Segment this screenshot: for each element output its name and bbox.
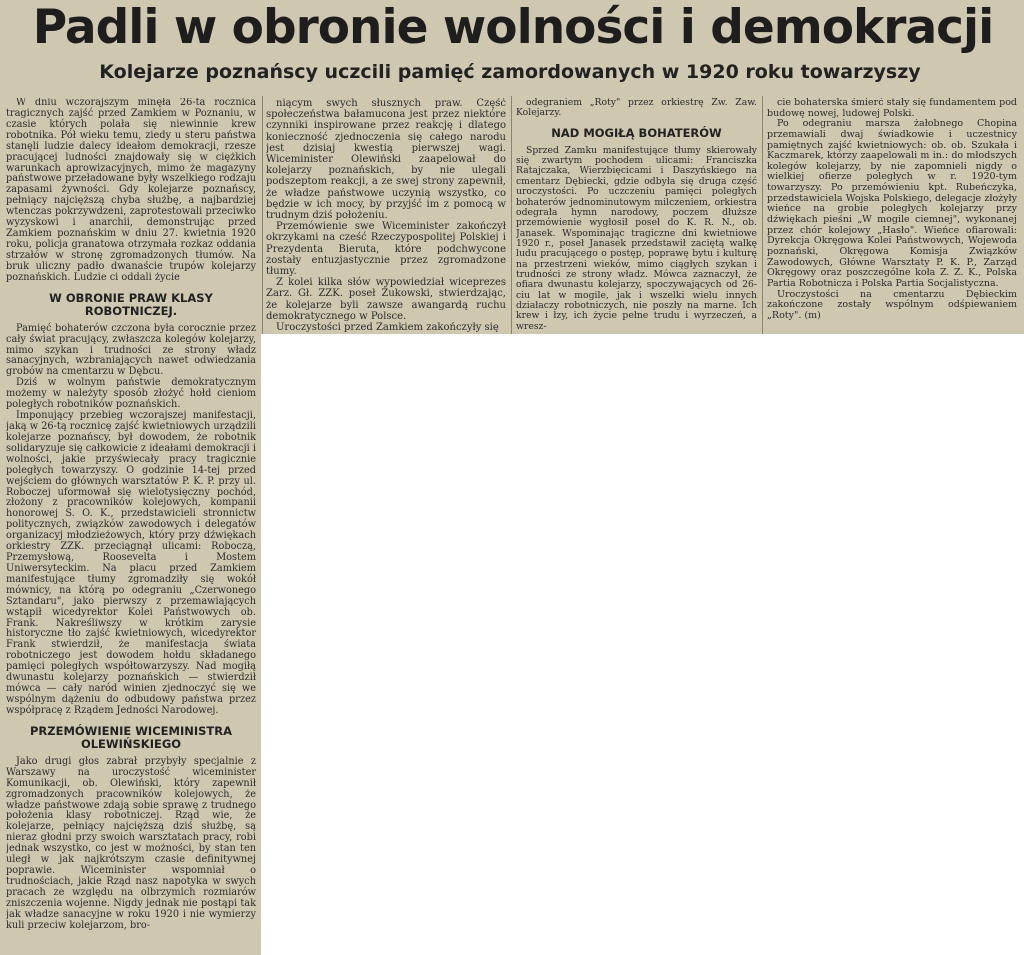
article-paragraph: Z kolei kilka słów wypowiedział wiceprezes Zarz. Gł. ZZK. poseł Żukowski, stwierdzając, że kolejarze byli zawsze awangardą ruchu demokratycznego w Polsce. — [266, 277, 506, 322]
article-paragraph: Uroczystości przed Zamkiem zakończyły się — [276, 322, 499, 332]
section-heading: PRZEMÓWIENIE WICEMINISTRA OLEWIŃSKIEGO — [29, 723, 233, 751]
column-rule — [262, 96, 263, 334]
article-paragraph: Imponujący przebieg wczorajszej manifestacji, jaką w 26-tą rocznicę zajść kwietniowych urządzili kolejarze poznańscy, był dowodem, że robotnik solidaryzuje się całkowicie z ideałami demokracji i wolności, jakie przyświecały pracy tragicznie poległych towarzyszy. O godzinie 14-tej przed wejściem do głównych warsztatów P. K. P. przy ul. Roboczej uformował się wielotysięczny pochód, złożony z pracowników kolejowych, kompanii honorowej S. O. K., przedstawicieli stronnictw politycznych, związków zawodowych i delegatów organizacyj młodzieżowych, który przy dźwiękach orkiestry ZZK. przeciągnął ulicami: Roboczą, Przemysłową, Roosevelta i Mostem Uniwersyteckim. Na placu przed Zamkiem manifestujące tłumy zgromadziły się wokół mównicy, na którą po odegraniu „Czerwonego Sztandaru", jako pierwszy z przemawiających wstąpił wicedyrektor Kolei Państwowych ob. Frank. Nakreśliwszy w krótkim zarysie historyczne tło zajść kwietniowych, wicedyrektor Frank stwierdził, że manifestacja świata robotniczego jest dowodem hołdu składanego pamięci poległych współtowarzyszy. Nad mogiłą dwunastu kolejarzy poznańskich — stwierdził mówca — cały naród winien zjednoczyć się we wspólnym dążeniu do odbudowy państwa przez współpracę z Rządem Jedności Narodowej. — [6, 410, 256, 716]
article-paragraph: Uroczystości na cmentarzu Dębieckim zakończone zostały wspólnym odśpiewaniem „Roty". (m) — [767, 288, 1017, 321]
column-2 — [266, 98, 506, 332]
headline: Padli w obronie wolności i demokracji — [32, 0, 994, 55]
section-heading: NAD MOGIŁĄ BOHATERÓW — [551, 125, 722, 140]
article-paragraph: odegraniem „Roty" przez orkiestrę Zw. Zaw. Kolejarzy. — [516, 98, 757, 119]
section-heading: W OBRONIE PRAW KLASY ROBOTNICZEJ. — [49, 290, 213, 318]
column-3 — [516, 98, 757, 332]
article-paragraph: Jako drugi głos zabrał przybyły specjalnie z Warszawy na uroczystość wiceminister Komunikacji, ob. Olewiński, który zapewnił zgromadzonych pracowników kolejowych, że władze państwowe zdają sobie sprawę z trudnego położenia klasy robotniczej. Rząd wie, że kolejarze, pełniący najcięższą dziś służbę, są nieraz głodni przy swoich warsztatach pracy, robi jednak wszystko, co jest w możności, by stan ten uległ w jak najkrótszym czasie definitywnej poprawie. Wiceminister wspomniał o trudnościach, jakie Rząd nasz napotyka w swych pracach ze względu na olbrzymich rozmiarów zniszczenia wojenne. Nigdy jednak nie postąpi tak jak władze sanacyjne w roku 1920 i nie wymierzy kuli przeciw kolejarzom, bro- — [6, 755, 256, 931]
subheadline: Kolejarze poznańscy uczcili pamięć zamordowanych w 1920 roku towarzyszy — [99, 61, 921, 83]
article-paragraph: Pamięć bohaterów czczona była corocznie przez cały świat pracujący, zwłaszcza kolegów kolejarzy, mimo szykan i trudności ze strony władz sanacyjnych, wzbraniających nawet odwiedzania grobów na cmentarzu w Dębcu. — [6, 322, 256, 378]
column-4 — [767, 98, 1017, 332]
column-rule — [511, 96, 512, 334]
column-1 — [6, 98, 256, 952]
article-paragraph: Dziś w wolnym państwie demokratycznym możemy w należyty sposób złożyć hołd cieniom poległych robotników poznańskich. — [6, 377, 256, 411]
article-paragraph: Po odegraniu marsza żałobnego Chopina przemawiali dwaj świadkowie i uczestnicy pamiętnych zajść kwietniowych: ob. ob. Szukała i Kaczmarek, którzy zaapelowali m in.: do młodszych kolegów kolejarzy, by nie zapomnieli nigdy o wielkiej ofierze poległych w r. 1920-tym towarzyszy. Po przemówieniu kpt. Rubeńczyka, przedstawiciela Wojska Polskiego, delegacje złożyły wieńce na grobie poległych kolejarzy przy dźwiękach pieśni „W mogile ciemnej", wykonanej przez chór kolejowy „Hasło". Wieńce ofiarowali: Dyrekcja Okręgowa Kolei Państwowych, Wojewoda poznański, Okręgowa Komisja Związków Zawodowych, Główne Warsztaty P. K. P., Zarząd Okręgowy oraz poszczególne koła Z. Z. K., Polska Partia Robotnicza i Polska Partia Socjalistyczna. — [767, 118, 1017, 289]
article-paragraph: Sprzed Zamku manifestujące tłumy skierowały się zwartym pochodem ulicami: Franciszka Ratajczaka, Wierzbięcicami i Daszyńskiego na cmentarz Dębiecki, gdzie odbyła się druga część uroczystości. Po uczczeniu pamięci poległych bohaterów jednominutowym milczeniem, orkiestra odegrała hymn narodowy, poczem dłuższe przemówienie wygłosił poseł do K. R. N., ob. Janasek. Wspominając tragiczne dni kwietniowe 1920 r., poseł Janasek przedstawił zaciętą walkę ludu pracującego o postęp, poprawę bytu i kulturę na przestrzeni wieków, mimo ciągłych szykan i trudności ze strony władz. Mówca zaznaczył, że ofiara dwunastu kolejarzy, spoczywających od 26-ciu lat w mogile, jak i wszelki wielu innych działaczy robotniczych, nie poszły na marne. Ich krew i łzy, ich życie pełne trudu i wyrzeczeń, a wresz- — [516, 144, 757, 332]
column-rule — [762, 96, 763, 334]
article-paragraph: cie bohaterska śmierć stały się fundamentem pod budowę nowej, ludowej Polski. — [767, 98, 1017, 119]
article-paragraph: W dniu wczorajszym minęła 26-ta rocznica tragicznych zajść przed Zamkiem w Poznaniu, w czasie których polała się niewinnie krew robotnika. Pół wieku temu, ziedy u steru państwa stanęli ludzie dalecy ideałom demokracji, rzesze pracującej ludności znajdowały się w ciężkich warunkach aprowizacyjnych, mimo że magazyny państwowe przeładowane były wszelkiego rodzaju zapasami żywności. Gdy kolejarze poznańscy, pełniący najcięższą chyba służbę, a najbardziej wtenczas pokrzywdzeni, zaprotestowali przeciwko wyzyskowi i anarchii, demonstrując przed Zamkiem poznańskim w dniu 27. kwietnia 1920 roku, policja granatowa otrzymała rozkaz oddania strzałów w stronę zgromadzonych tłumów. Na bruk uliczny padło dwanaście trupów kolejarzy poznańskich. Ludzie ci oddali życie — [6, 98, 256, 283]
article-paragraph: niącym swych słusznych praw. Część społeczeństwa bałamucona jest przez niektóre czynniki inspirowane przez reakcję i dlatego konieczność zjednoczenia się całego narodu jest dzisiaj kwestią pierwszej wagi. Wiceminister Olewiński zaapelował do kolejarzy poznańskich, by nie ulegali podszeptom reakcji, a ze swej strony zapewnił, że władze państwowe uczynią wszystko, co będzie w ich mocy, by przyjść im z pomocą w trudnym dziś położeniu. — [266, 98, 506, 222]
article-paragraph: Przemówienie swe Wiceminister zakończył okrzykami na cześć Rzeczypospolitej Polskiej i Prezydenta Bieruta, które podchwycone zostały entuzjastycznie przez zgromadzone tłumy. — [266, 221, 506, 278]
